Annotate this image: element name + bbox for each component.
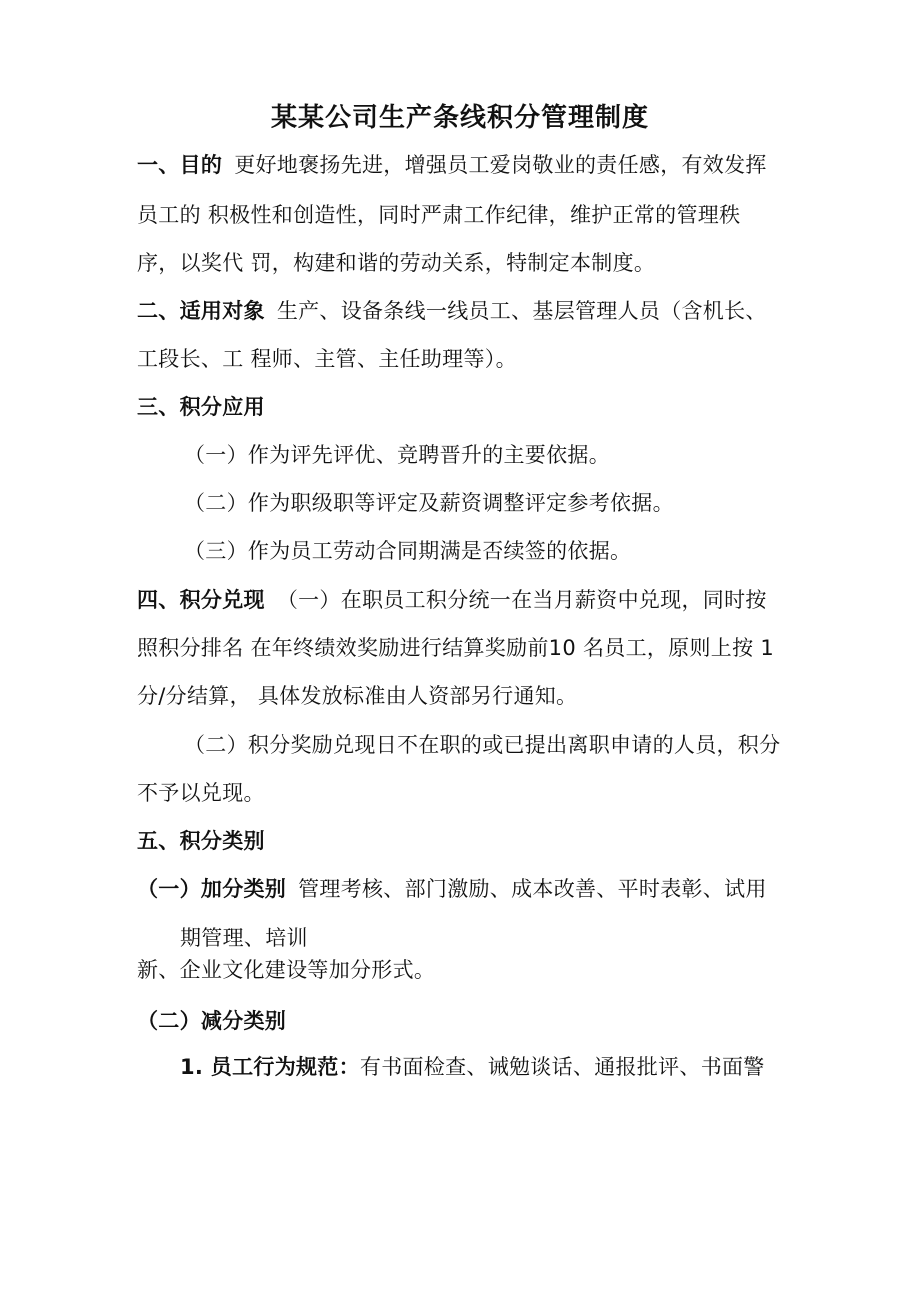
application-item-1: （一）作为评先评优、竞聘晋升的主要依据。 (184, 443, 610, 467)
redemption-text-1: （一）在职员工积分统一在当月薪资中兑现，同时按 (276, 588, 767, 612)
conduct-paragraph-line-1 (180, 1053, 765, 1081)
document-title: 某某公司生产条线积分管理制度 (270, 103, 649, 133)
purpose-paragraph-line-3: 序，以奖代 罚，构建和谐的劳动关系，特制定本制度。 (137, 251, 656, 275)
redemption-paragraph-line-2: 照积分排名 在年终绩效奖励进行结算奖励前10 名员工，原则上按 1 (137, 636, 775, 660)
purpose-text-1: 更好地褒扬先进，增强员工爱岗敬业的责任感，有效发挥 (234, 153, 767, 177)
application-item-3: （三）作为员工劳动合同期满是否续签的依据。 (184, 539, 632, 563)
redemption-paragraph-line-1 (137, 586, 767, 614)
scope-heading: 二、适用对象 (137, 299, 265, 323)
purpose-heading: 一、目的 (137, 153, 223, 177)
bonus-heading: （一）加分类别 (137, 877, 287, 901)
purpose-paragraph-line-2: 员工的 积极性和创造性，同时严肃工作纪律，维护正常的管理秩 (137, 203, 741, 227)
deduct-heading: （二）减分类别 (137, 1009, 287, 1033)
redemption-paragraph-line-5: 不予以兑现。 (137, 781, 265, 805)
application-heading: 三、积分应用 (137, 395, 265, 419)
scope-paragraph-line-2: 工段长、工 程师、主管、主任助理等）。 (137, 347, 517, 371)
scope-text-1: 生产、设备条线一线员工、基层管理人员（含机长、 (276, 299, 767, 323)
application-item-2: （二）作为职级职等评定及薪资调整评定参考依据。 (184, 491, 674, 515)
scope-paragraph-line-1 (137, 297, 767, 325)
conduct-text-1: 有书面检查、诫勉谈话、通报批评、书面警 (359, 1055, 765, 1079)
redemption-paragraph-line-4: （二）积分奖励兑现日不在职的或已提出离职申请的人员，积分 (184, 733, 781, 757)
redemption-heading: 四、积分兑现 (137, 588, 265, 612)
redemption-paragraph-line-3: 分/分结算， 具体发放标准由人资部另行通知。 (137, 684, 578, 708)
bonus-text-1: 管理考核、部门激励、成本改善、平时表彰、试用 (298, 877, 767, 901)
purpose-paragraph-line-1 (137, 151, 767, 179)
categories-heading: 五、积分类别 (137, 829, 265, 853)
conduct-heading: 1. 员工行为规范： (180, 1055, 360, 1079)
bonus-paragraph-line-2: 期管理、培训 (180, 926, 308, 950)
bonus-paragraph-line-3: 新、企业文化建设等加分形式。 (137, 958, 436, 982)
bonus-paragraph-line-1 (137, 875, 767, 903)
